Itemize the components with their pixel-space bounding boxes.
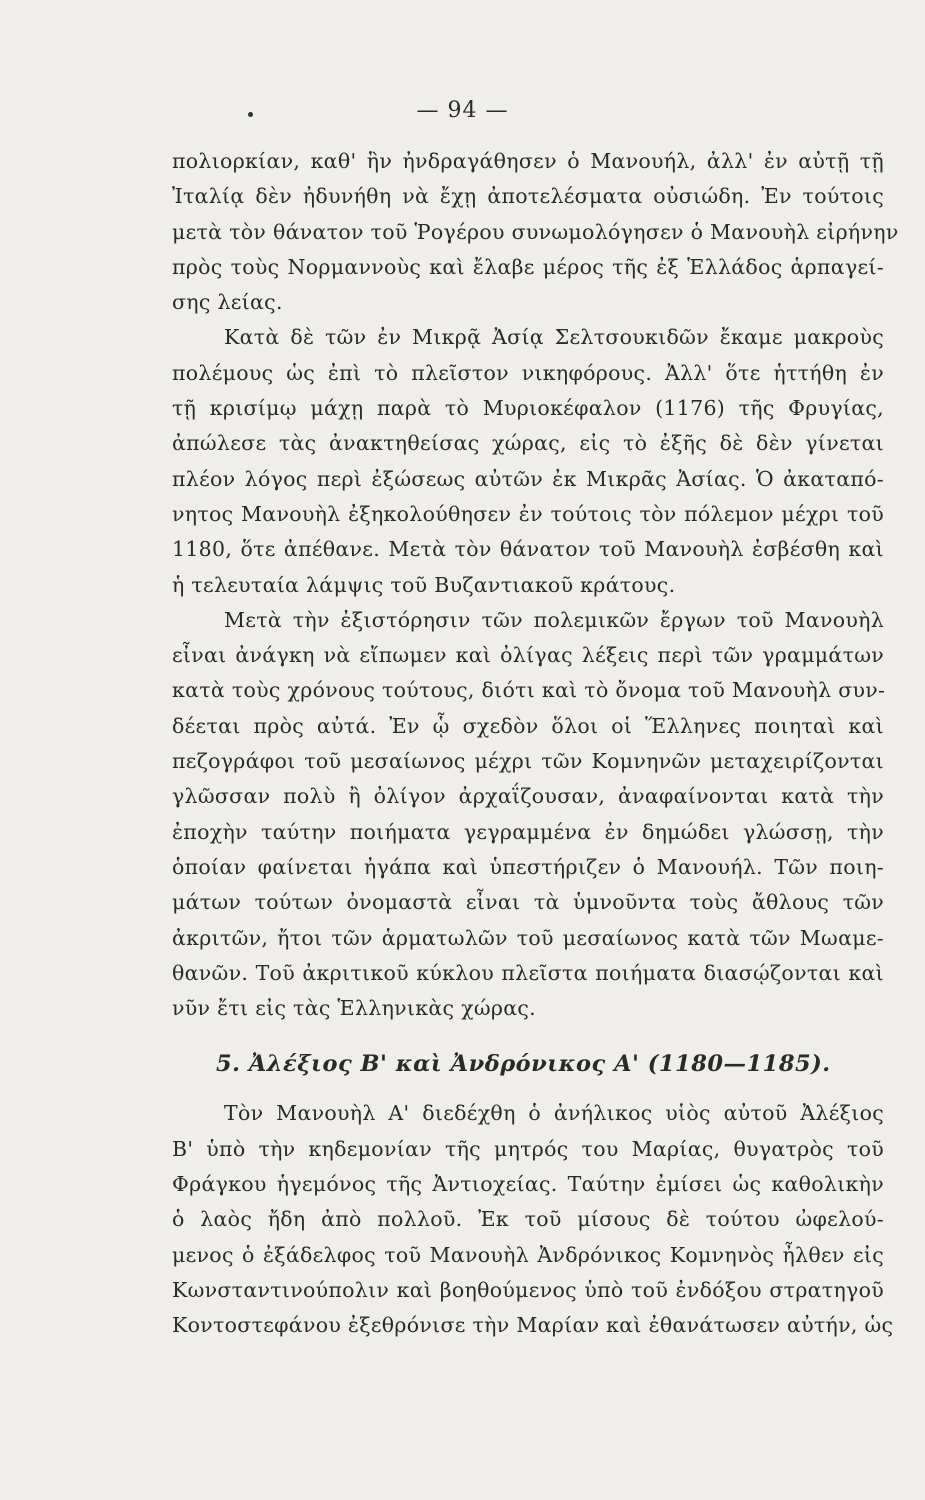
body-text (172, 144, 899, 1344)
text-line: κατὰ τοὺς χρόνους τούτους, διότι καὶ τὸ ὄνομα τοῦ Μανουὴλ συν- (172, 678, 886, 703)
text-line: γλῶσσαν πολὺ ἢ ὀλίγον ἀρχαΐζουσαν, ἀναφαίνονται κατὰ τὴν (172, 784, 884, 809)
text-line: τῇ κρισίμῳ μάχῃ παρὰ τὸ Μυριοκέφαλον (1176) τῆς Φρυγίας, (172, 396, 884, 421)
text-line: Κωνσταντινούπολιν καὶ βοηθούμενος ὑπὸ τοῦ ἐνδόξου στρατηγοῦ (172, 1277, 884, 1302)
text-line: Β' ὑπὸ τὴν κηδεμονίαν τῆς μητρός του Μαρίας, θυγατρὸς τοῦ (172, 1136, 884, 1161)
text-line: μετὰ τὸν θάνατον τοῦ Ῥογέρου συνωμολόγησεν ὁ Μανουὴλ εἰρήνην (172, 219, 899, 244)
text-line: ἡ τελευταία λάμψις τοῦ Βυζαντιακοῦ κράτους. (172, 572, 676, 597)
text-line: Τὸν Μανουὴλ Α' διεδέχθη ὁ ἀνήλικος υἱὸς αὐτοῦ Ἀλέξιος (224, 1101, 884, 1126)
text-line: Ἰταλίᾳ δὲν ἠδυνήθη νὰ ἔχῃ ἀποτελέσματα οὐσιώδη. Ἐν τούτοις (172, 184, 884, 209)
text-line: Φράγκου ἡγεμόνος τῆς Ἀντιοχείας. Ταύτην ἐμίσει ὡς καθολικὴν (172, 1172, 884, 1197)
text-line: ἀκριτῶν, ἤτοι τῶν ἁρματωλῶν τοῦ μεσαίωνος κατὰ τῶν Μωαμε- (172, 925, 884, 950)
text-line: ἐποχὴν ταύτην ποιήματα γεγραμμένα ἐν δημώδει γλώσσῃ, τὴν (172, 819, 884, 844)
text-line: Κοντοστεφάνου ἐξεθρόνισε τὴν Μαρίαν καὶ ἐθανάτωσεν αὐτήν, ὡς (172, 1313, 894, 1338)
text-line: μάτων τούτων ὀνομαστὰ εἶναι τὰ ὑμνοῦντα τοὺς ἄθλους τῶν (172, 890, 884, 915)
section-heading: 5. Ἀλέξιος Β' καὶ Ἀνδρόνικος Α' (1180—1185). (216, 1051, 831, 1078)
text-line: μενος ὁ ἐξάδελφος τοῦ Μανουὴλ Ἀνδρόνικος Κομνηνὸς ἦλθεν εἰς (172, 1242, 884, 1267)
text-line: ὁ λαὸς ἤδη ἀπὸ πολλοῦ. Ἐκ τοῦ μίσους δὲ τούτου ὠφελού- (172, 1207, 884, 1232)
text-line: πολιορκίαν, καθ' ἣν ἠνδραγάθησεν ὁ Μανουήλ, ἀλλ' ἐν αὐτῇ τῇ (172, 149, 884, 173)
text-line: ἀπώλεσε τὰς ἀνακτηθείσας χώρας, εἰς τὸ ἐξῆς δὲ δὲν γίνεται (172, 431, 884, 456)
text-line: σης λείας. (172, 290, 283, 315)
text-line: νῦν ἔτι εἰς τὰς Ἑλληνικὰς χώρας. (172, 996, 536, 1021)
text-line: πλέον λόγος περὶ ἐξώσεως αὐτῶν ἐκ Μικρᾶς Ἀσίας. Ὁ ἀκαταπό- (172, 466, 884, 491)
text-line: δέεται πρὸς αὐτά. Ἐν ᾧ σχεδὸν ὅλοι οἱ Ἕλληνες ποιηταὶ καὶ (172, 713, 884, 738)
text-line: πεζογράφοι τοῦ μεσαίωνος μέχρι τῶν Κομνηνῶν μεταχειρίζονται (172, 749, 884, 774)
text-line: Μετὰ τὴν ἐξιστόρησιν τῶν πολεμικῶν ἔργων τοῦ Μανουὴλ (224, 607, 884, 632)
text-line: θανῶν. Τοῦ ἀκριτικοῦ κύκλου πλεῖστα ποιήματα διασῴζονται καὶ (172, 960, 884, 985)
text-line: πολέμους ὡς ἐπὶ τὸ πλεῖστον νικηφόρους. Ἀλλ' ὅτε ἡττήθη ἐν (172, 360, 884, 385)
text-line: πρὸς τοὺς Νορμαννοὺς καὶ ἔλαβε μέρος τῆς ἐξ Ἑλλάδος ἁρπαγεί- (172, 254, 884, 279)
text-line: Κατὰ δὲ τῶν ἐν Μικρᾷ Ἀσίᾳ Σελτσουκιδῶν ἔκαμε μακροὺς (224, 325, 884, 350)
page-number: — 94 — (416, 98, 509, 123)
text-line: 1180, ὅτε ἀπέθανε. Μετὰ τὸν θάνατον τοῦ Μανουὴλ ἐσβέσθη καὶ (172, 537, 884, 562)
text-line: ὁποίαν φαίνεται ἠγάπα καὶ ὑπεστήριζεν ὁ Μανουήλ. Τῶν ποιη- (172, 854, 884, 879)
text-line: νητος Μανουὴλ ἐξηκολούθησεν ἐν τούτοις τὸν πόλεμον μέχρι τοῦ (172, 501, 884, 526)
text-line: εἶναι ἀνάγκη νὰ εἴπωμεν καὶ ὀλίγας λέξεις περὶ τῶν γραμμάτων (172, 643, 884, 668)
